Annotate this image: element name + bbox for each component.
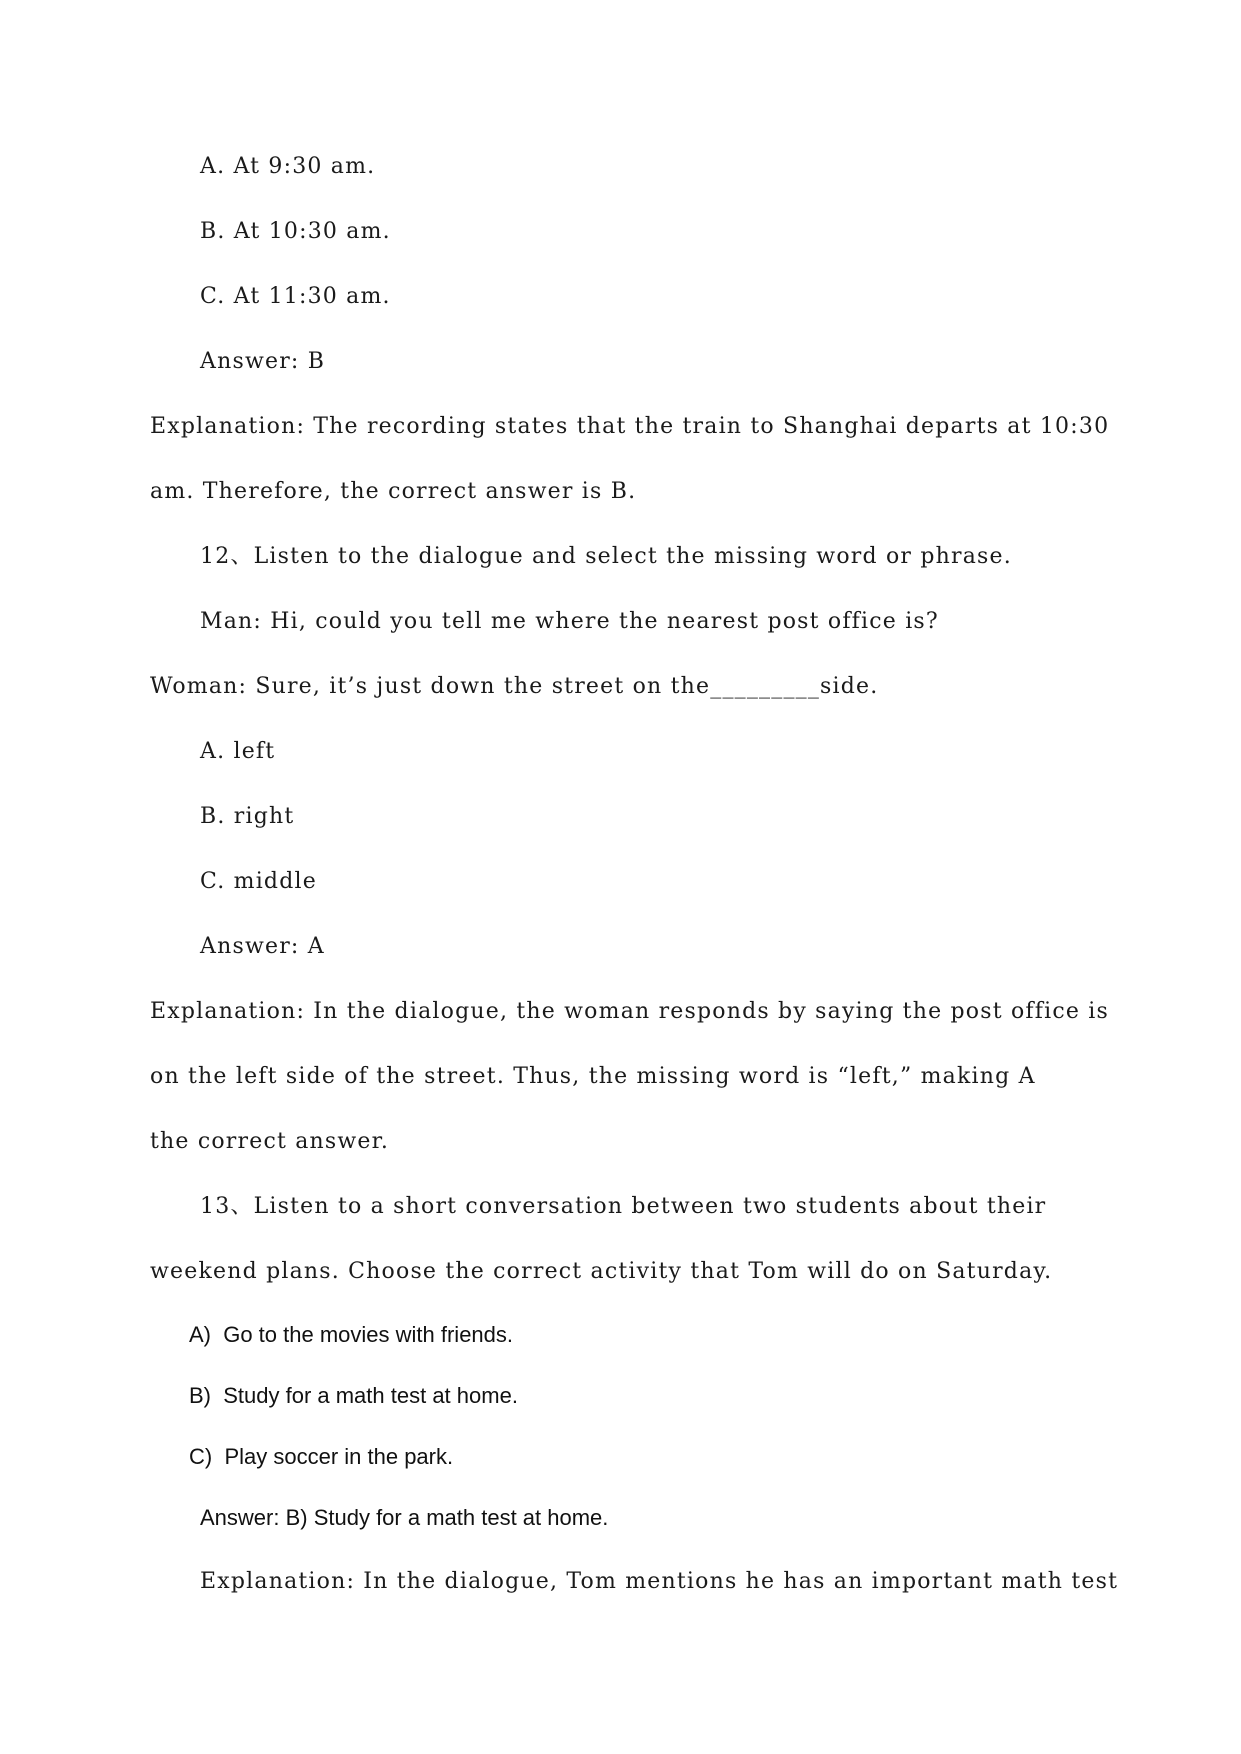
- q12-option-c: C. middle: [200, 869, 317, 894]
- q11-explanation-line2: am. Therefore, the correct answer is B.: [150, 479, 637, 504]
- q11-explanation-line1: Explanation: The recording states that the train to Shanghai departs at 10:30: [150, 414, 1110, 439]
- q12-question: 12、Listen to the dialogue and select the missing word or phrase.: [200, 544, 1012, 569]
- q13-question-line1: 13、Listen to a short conversation between two students about their: [200, 1194, 1047, 1219]
- q11-answer: Answer: B: [200, 349, 326, 374]
- q12-option-b: B. right: [200, 804, 295, 829]
- q12-man-line: Man: Hi, could you tell me where the nearest post office is?: [200, 609, 939, 634]
- q11-option-c: C. At 11:30 am.: [200, 284, 391, 309]
- q12-explanation-line1: Explanation: In the dialogue, the woman responds by saying the post office is: [150, 999, 1109, 1024]
- q13-answer: Answer: B) Study for a math test at home.: [200, 1505, 609, 1530]
- q13-option-a: A) Go to the movies with friends.: [189, 1322, 514, 1347]
- q12-explanation-line2: on the left side of the street. Thus, the missing word is “left,” making A: [150, 1064, 1036, 1089]
- q13-explanation-line1: Explanation: In the dialogue, Tom mentions he has an important math test: [200, 1569, 1119, 1594]
- q13-question-line2: weekend plans. Choose the correct activity that Tom will do on Saturday.: [150, 1259, 1053, 1284]
- q12-option-a: A. left: [200, 739, 276, 764]
- q11-option-b: B. At 10:30 am.: [200, 219, 391, 244]
- q11-option-a: A. At 9:30 am.: [200, 154, 376, 179]
- q13-option-b: B) Study for a math test at home.: [189, 1383, 518, 1408]
- q12-woman-line: Woman: Sure, it’s just down the street on the_________side.: [150, 674, 879, 699]
- q12-answer: Answer: A: [200, 934, 325, 959]
- q12-explanation-line3: the correct answer.: [150, 1129, 390, 1154]
- q13-option-c: C) Play soccer in the park.: [189, 1444, 454, 1469]
